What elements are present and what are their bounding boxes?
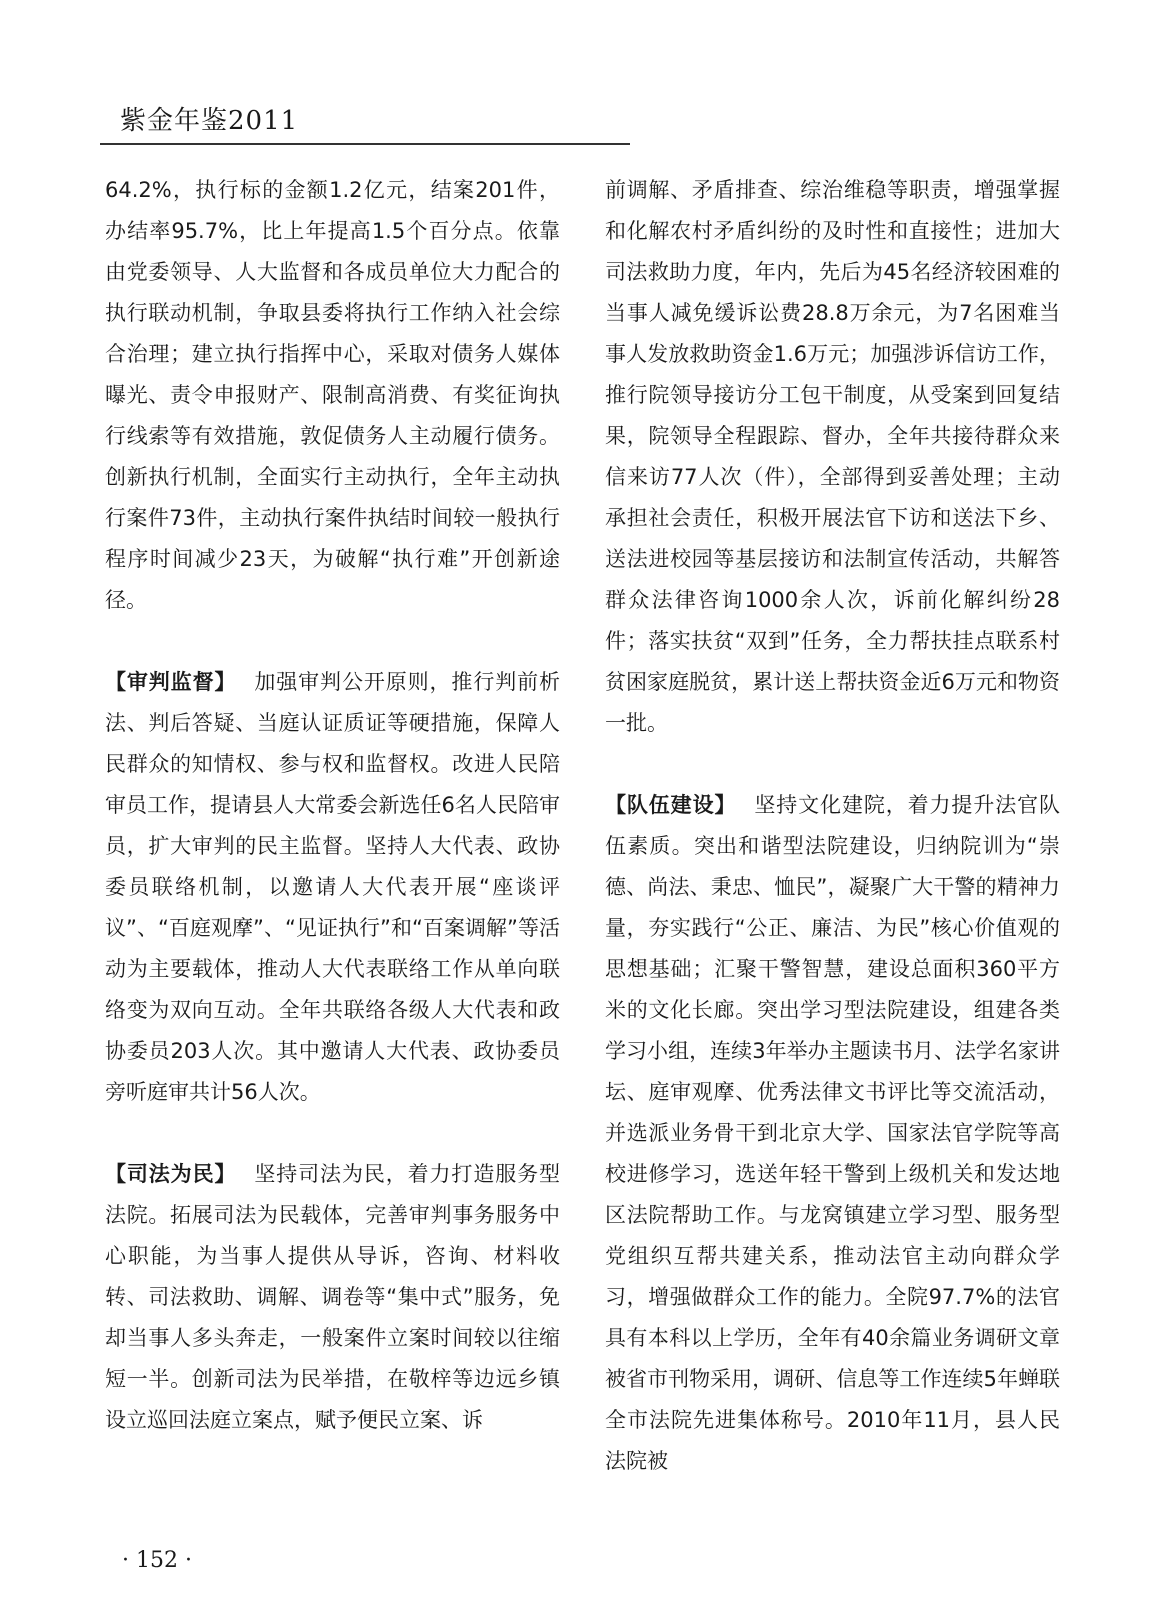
section-heading: 【队伍建设】: [605, 793, 737, 817]
left-column: [105, 170, 560, 1441]
section-body: 加强审判公开原则，推行判前析法、判后答疑、当庭认证质证等硬措施，保障人民群众的知情权、参与权和监督权。改进人民陪审员工作，提请县人大常委会新选任6名人民陪审员，扩大审判的民主监督。坚持人大代表、政协委员联络机制，以邀请人大代表开展“座谈评议”、“百庭观摩”、“见证执行”和“百案调解”等活动为主要载体，推动人大代表联络工作从单向联络变为双向互动。全年共联络各级人大代表和政协委员203人次。其中邀请人大代表、政协委员旁听庭审共计56人次。: [105, 670, 561, 1104]
section-body: 坚持文化建院，着力提升法官队伍素质。突出和谐型法院建设，归纳院训为“崇德、尚法、秉忠、恤民”，凝聚广大干警的精神力量，夯实践行“公正、廉洁、为民”核心价值观的思想基础；汇聚干警智慧，建设总面积360平方米的文化长廊。突出学习型法院建设，组建各类学习小组，连续3年举办主题读书月、法学名家讲坛、庭审观摩、优秀法律文书评比等交流活动，并选派业务骨干到北京大学、国家法官学院等高校进修学习，选送年轻干警到上级机关和发达地区法院帮助工作。与龙窝镇建立学习型、服务型党组织互帮共建关系，推动法官主动向群众学习，增强做群众工作的能力。全院97.7%的法官具有本科以上学历，全年有40余篇业务调研文章被省市刊物采用，调研、信息等工作连续5年蝉联全市法院先进集体称号。2010年11月，县人民法院被: [605, 793, 1061, 1473]
paragraph-execution-continued: 64.2%，执行标的金额1.2亿元，结案201件，办结率95.7%，比上年提高1.5个百分点。依靠由党委领导、人大监督和各成员单位大力配合的执行联动机制，争取县委将执行工作纳入社会综合治理；建立执行指挥中心，采取对债务人媒体曝光、责令申报财产、限制高消费、有奖征询执行线索等有效措施，敦促债务人主动履行债务。创新执行机制，全面实行主动执行，全年主动执行案件73件，主动执行案件执结时间较一般执行程序时间减少23天，为破解“执行难”开创新途径。: [105, 178, 560, 612]
paragraph-justice-continued: 前调解、矛盾排查、综治维稳等职责，增强掌握和化解农村矛盾纠纷的及时性和直接性；进加大司法救助力度，年内，先后为45名经济较困难的当事人减免缓诉讼费28.8万余元，为7名困难当事人发放救助资金1.6万元；加强涉诉信访工作，推行院领导接访分工包干制度，从受案到回复结果，院领导全程跟踪、督办，全年共接待群众来信来访77人次（件），全部得到妥善处理；主动承担社会责任，积极开展法官下访和送法下乡、送法进校园等基层接访和法制宣传活动，共解答群众法律咨询1000余人次，诉前化解纠纷28件；落实扶贫“双到”任务，全力帮扶挂点联系村贫困家庭脱贫，累计送上帮扶资金近6万元和物资一批。: [605, 178, 1060, 735]
right-column: [605, 170, 1060, 1482]
section-trial-supervision: [105, 662, 560, 1113]
section-team-building: [605, 785, 1060, 1482]
section-body: 坚持司法为民，着力打造服务型法院。拓展司法为民载体，完善审判事务服务中心职能，为当事人提供从导诉，咨询、材料收转、司法救助、调解、调卷等“集中式”服务，免却当事人多头奔走，一般案件立案时间较以往缩短一半。创新司法为民举措，在敬梓等边远乡镇设立巡回法庭立案点，赋予便民立案、诉: [105, 1162, 561, 1432]
section-justice-for-people: [105, 1154, 560, 1441]
section-heading: 【审判监督】: [105, 670, 237, 694]
page-number: · 152 ·: [122, 1548, 192, 1573]
running-header-title: 紫金年鉴2011: [120, 106, 299, 136]
section-heading: 【司法为民】: [105, 1162, 237, 1186]
header-divider: [100, 143, 630, 145]
